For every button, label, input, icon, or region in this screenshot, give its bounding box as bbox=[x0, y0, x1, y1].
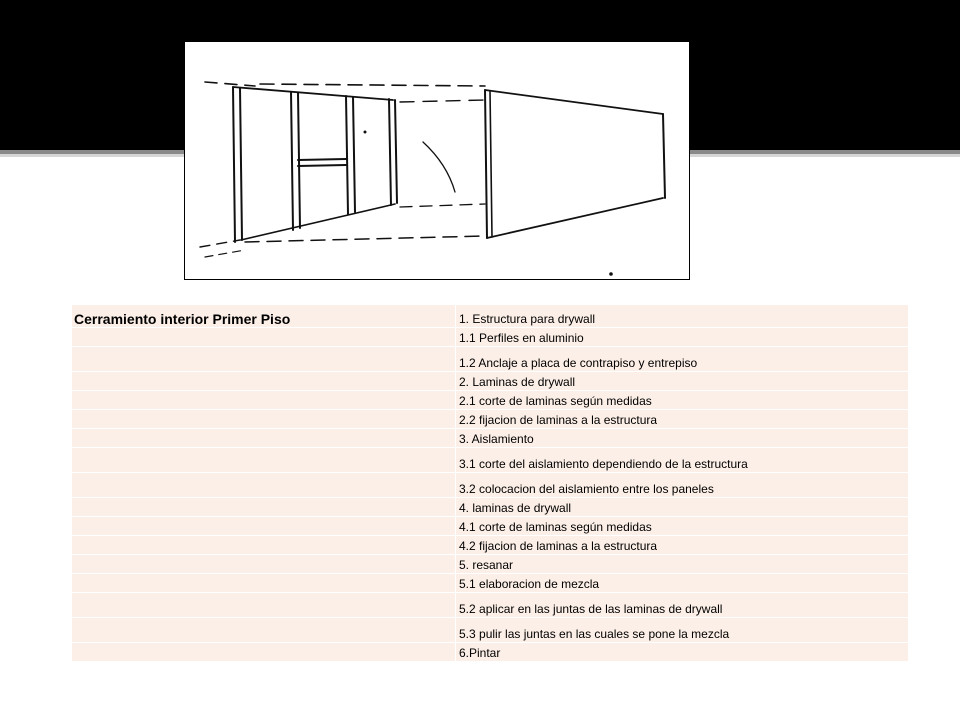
table-title: Cerramiento interior Primer Piso bbox=[72, 305, 456, 328]
step-cell: 4.2 fijacion de laminas a la estructura bbox=[456, 536, 909, 555]
table-row bbox=[72, 391, 908, 410]
step-cell: 3. Aislamiento bbox=[456, 429, 909, 448]
table-row bbox=[72, 618, 908, 643]
step-cell: 2.2 fijacion de laminas a la estructura bbox=[456, 410, 909, 429]
empty-cell bbox=[72, 448, 456, 473]
empty-cell bbox=[72, 429, 456, 448]
empty-cell bbox=[72, 555, 456, 574]
sketch-image bbox=[184, 41, 690, 280]
step-cell: 1. Estructura para drywall bbox=[456, 305, 909, 328]
table-row bbox=[72, 498, 908, 517]
empty-cell bbox=[72, 574, 456, 593]
empty-cell bbox=[72, 618, 456, 643]
table-row bbox=[72, 536, 908, 555]
empty-cell bbox=[72, 410, 456, 429]
step-cell: 4. laminas de drywall bbox=[456, 498, 909, 517]
empty-cell bbox=[72, 372, 456, 391]
empty-cell bbox=[72, 593, 456, 618]
tasks-table bbox=[72, 305, 908, 662]
step-cell: 4.1 corte de laminas según medidas bbox=[456, 517, 909, 536]
step-cell: 1.1 Perfiles en aluminio bbox=[456, 328, 909, 347]
table-row bbox=[72, 473, 908, 498]
empty-cell bbox=[72, 328, 456, 347]
table-row bbox=[72, 429, 908, 448]
step-cell: 1.2 Anclaje a placa de contrapiso y entrepiso bbox=[456, 347, 909, 372]
table-row bbox=[72, 643, 908, 662]
step-cell: 3.1 corte del aislamiento dependiendo de la estructura bbox=[456, 448, 909, 473]
empty-cell bbox=[72, 536, 456, 555]
empty-cell bbox=[72, 347, 456, 372]
step-cell: 5. resanar bbox=[456, 555, 909, 574]
step-cell: 5.3 pulir las juntas en las cuales se pone la mezcla bbox=[456, 618, 909, 643]
empty-cell bbox=[72, 498, 456, 517]
table-row bbox=[72, 574, 908, 593]
table-row bbox=[72, 328, 908, 347]
empty-cell bbox=[72, 643, 456, 662]
empty-cell bbox=[72, 517, 456, 536]
step-cell: 5.2 aplicar en las juntas de las laminas de drywall bbox=[456, 593, 909, 618]
table-row bbox=[72, 593, 908, 618]
empty-cell bbox=[72, 473, 456, 498]
step-cell: 2.1 corte de laminas según medidas bbox=[456, 391, 909, 410]
step-cell: 5.1 elaboracion de mezcla bbox=[456, 574, 909, 593]
table-row bbox=[72, 517, 908, 536]
table-row bbox=[72, 305, 908, 328]
drywall-sketch-drawing bbox=[185, 42, 689, 279]
step-cell: 3.2 colocacion del aislamiento entre los paneles bbox=[456, 473, 909, 498]
table-row bbox=[72, 555, 908, 574]
table-row bbox=[72, 347, 908, 372]
table-row bbox=[72, 448, 908, 473]
step-cell: 2. Laminas de drywall bbox=[456, 372, 909, 391]
step-cell: 6.Pintar bbox=[456, 643, 909, 662]
table-row bbox=[72, 410, 908, 429]
empty-cell bbox=[72, 391, 456, 410]
table-row bbox=[72, 372, 908, 391]
